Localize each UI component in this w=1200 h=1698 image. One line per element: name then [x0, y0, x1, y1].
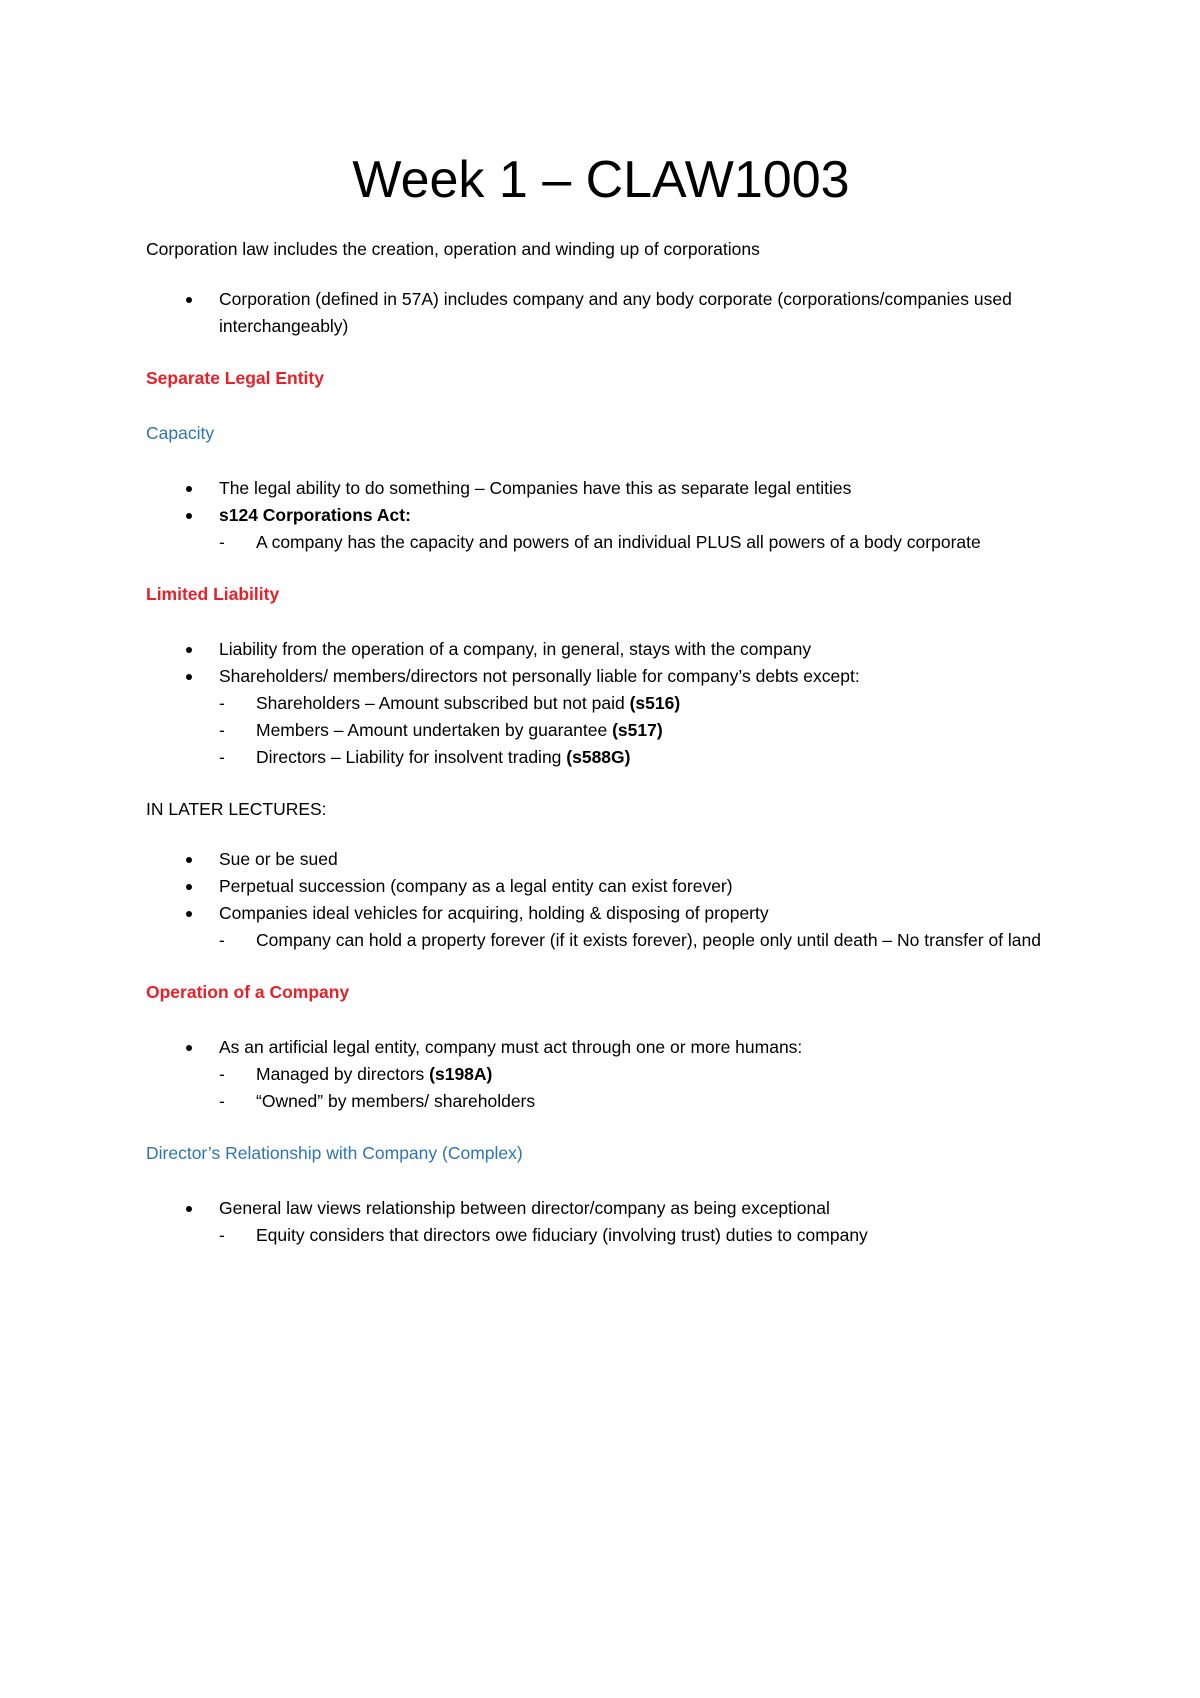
list-item [146, 663, 1046, 771]
dash-icon: - [219, 747, 225, 767]
bullet-icon [186, 1206, 192, 1212]
list-item [146, 475, 1046, 502]
bullet-text: General law views relationship between director/company as being exceptional [219, 1198, 830, 1218]
dash-icon: - [219, 693, 225, 713]
section-heading-limited-liability: Limited Liability [146, 584, 280, 604]
list-item [146, 846, 1046, 873]
section-heading-operation: Operation of a Company [146, 982, 350, 1002]
section-reference: (s516) [629, 693, 681, 713]
list-item [146, 1195, 1046, 1249]
section-reference: (s588G) [566, 747, 631, 767]
dash-item [219, 529, 1046, 556]
section-reference: (s198A) [429, 1064, 493, 1084]
bullet-icon [186, 297, 192, 303]
dash-icon: - [219, 1091, 225, 1111]
dash-list [219, 1222, 1046, 1249]
dash-item [219, 927, 1046, 954]
dash-item [219, 1061, 1046, 1088]
list-item [146, 286, 1046, 340]
bullet-icon [186, 911, 192, 917]
subheading-capacity: Capacity [146, 423, 215, 443]
dash-text: Shareholders – Amount subscribed but not paid [256, 693, 630, 713]
bullet-text: s124 Corporations Act: [219, 505, 411, 525]
bullet-icon [186, 486, 192, 492]
dash-item [219, 717, 1046, 744]
later-lectures-heading: IN LATER LECTURES: [146, 799, 327, 819]
bullet-text: As an artificial legal entity, company must act through one or more humans: [219, 1037, 803, 1057]
dash-icon: - [219, 720, 225, 740]
dash-list [219, 927, 1046, 954]
bullet-text: Perpetual succession (company as a legal entity can exist forever) [219, 876, 733, 896]
dash-icon: - [219, 532, 225, 552]
dash-item [219, 744, 1046, 771]
dash-item [219, 690, 1046, 717]
limited-liability-bullet-list [146, 636, 1046, 771]
bullet-text: Sue or be sued [219, 849, 338, 869]
dash-text: “Owned” by members/ shareholders [256, 1091, 536, 1111]
bullet-icon [186, 674, 192, 680]
bullet-icon [186, 857, 192, 863]
bullet-text: The legal ability to do something – Companies have this as separate legal entities [219, 478, 852, 498]
dash-list [219, 690, 1046, 771]
capacity-bullet-list [146, 475, 1046, 556]
dash-text: Managed by directors [256, 1064, 430, 1084]
directors-relationship-bullet-list [146, 1195, 1046, 1249]
operation-bullet-list [146, 1034, 1046, 1115]
list-item [146, 1034, 1046, 1115]
dash-text: Equity considers that directors owe fiduciary (involving trust) duties to company [256, 1225, 868, 1245]
bullet-icon [186, 884, 192, 890]
list-item [146, 636, 1046, 663]
bullet-text: Corporation (defined in 57A) includes company and any body corporate (corporations/companies used interchangeably) [219, 289, 1012, 336]
bullet-icon [186, 647, 192, 653]
section-heading-separate-legal-entity: Separate Legal Entity [146, 368, 324, 388]
list-item [146, 502, 1046, 556]
dash-icon: - [219, 1064, 225, 1084]
later-lectures-bullet-list [146, 846, 1046, 954]
dash-list [219, 1061, 1046, 1115]
dash-text: Members – Amount undertaken by guarantee [256, 720, 613, 740]
list-item [146, 900, 1046, 954]
bullet-icon [186, 513, 192, 519]
dash-text: Directors – Liability for insolvent trading [256, 747, 567, 767]
dash-icon: - [219, 930, 225, 950]
bullet-text: Shareholders/ members/directors not personally liable for company’s debts except: [219, 666, 860, 686]
document-body [146, 150, 1046, 1274]
bullet-icon [186, 1045, 192, 1051]
document-title: Week 1 – CLAW1003 [352, 151, 850, 209]
dash-item [219, 1088, 1046, 1115]
subheading-directors-relationship: Director’s Relationship with Company (Complex) [146, 1143, 523, 1163]
intro-paragraph: Corporation law includes the creation, operation and winding up of corporations [146, 239, 760, 259]
dash-list [219, 529, 1046, 556]
bullet-text: Companies ideal vehicles for acquiring, holding & disposing of property [219, 903, 769, 923]
intro-bullet-list [146, 286, 1046, 340]
dash-item [219, 1222, 1046, 1249]
dash-icon: - [219, 1225, 225, 1245]
section-reference: (s517) [612, 720, 663, 740]
bullet-text: Liability from the operation of a company, in general, stays with the company [219, 639, 812, 659]
dash-text: Company can hold a property forever (if it exists forever), people only until death – No transfer of land [256, 930, 1041, 950]
list-item [146, 873, 1046, 900]
dash-text: A company has the capacity and powers of an individual PLUS all powers of a body corporate [256, 532, 981, 552]
